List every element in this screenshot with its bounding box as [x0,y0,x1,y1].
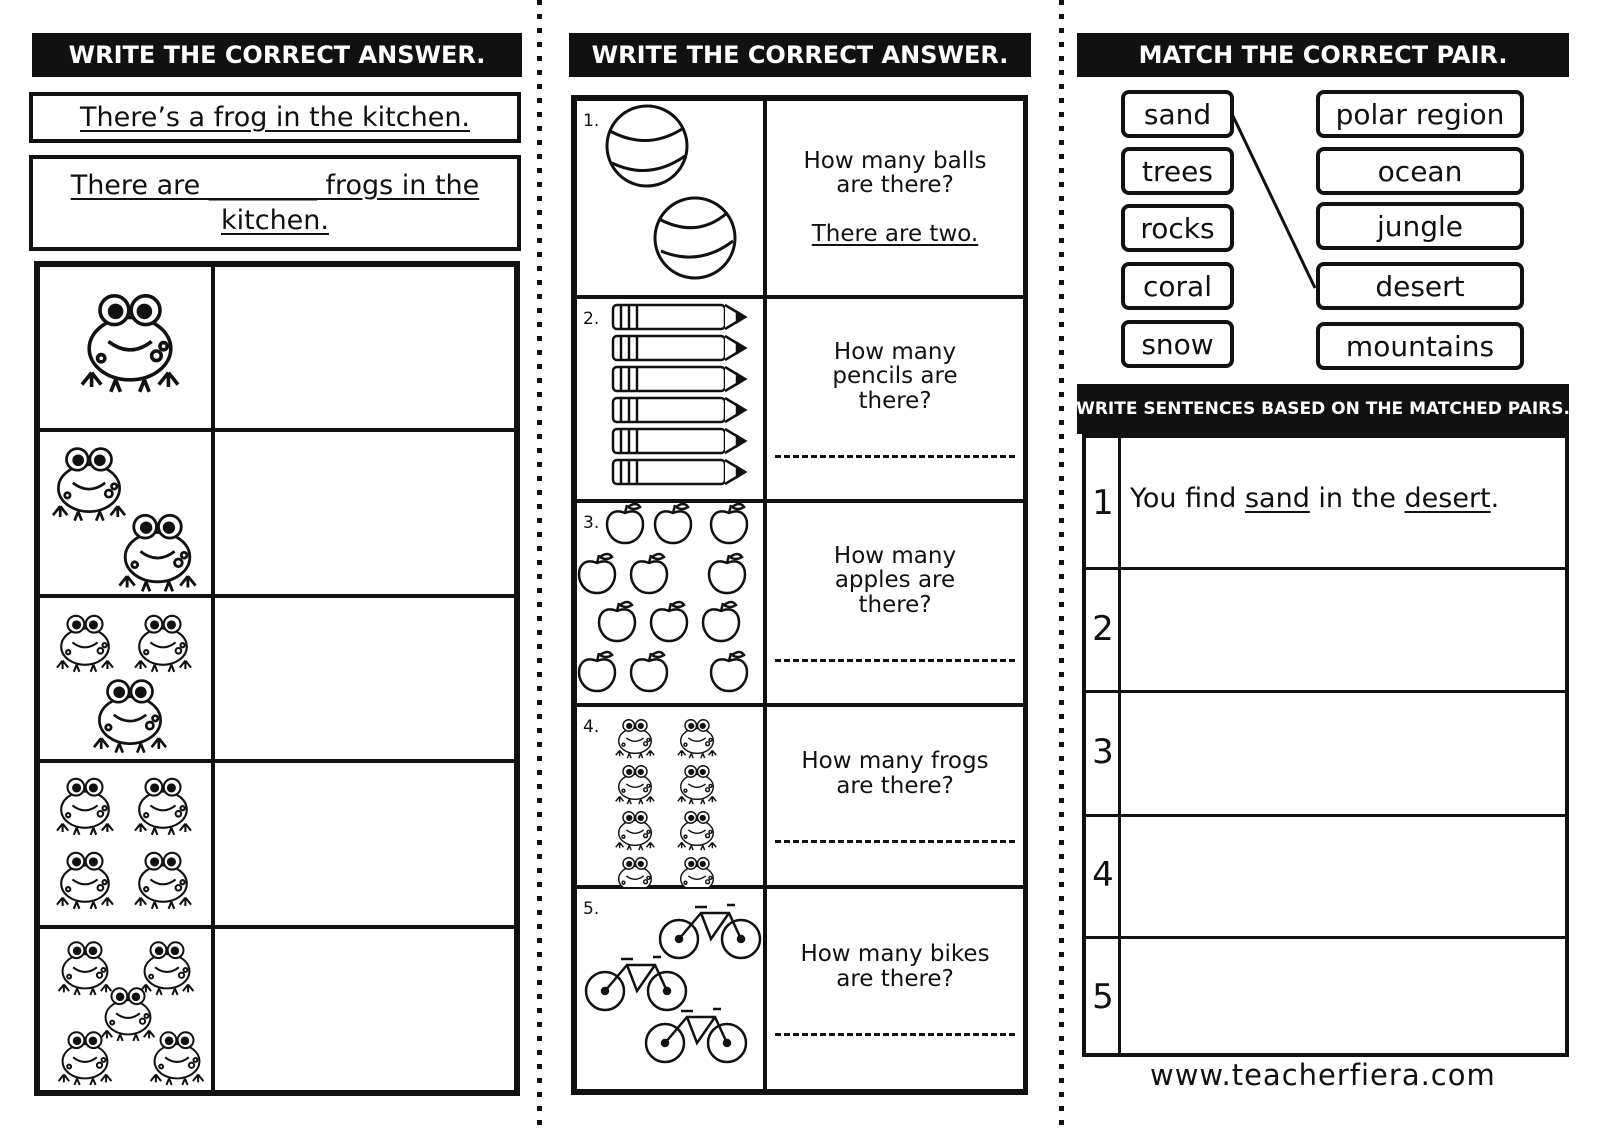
example-sentence-row [1130,483,1499,514]
word-sand[interactable]: sand [1121,90,1234,138]
frog-icon [128,843,198,917]
word-jungle[interactable]: jungle [1316,202,1524,250]
sentence-answer-area[interactable] [1122,939,1565,1055]
frog-icon [673,759,721,811]
apple-icon [703,602,739,641]
sentence-number: 4 [1092,855,1114,895]
pencil-icon [613,336,745,360]
frog-icon [673,713,721,761]
word-ocean[interactable]: ocean [1316,147,1524,195]
question-cell[interactable] [765,99,1025,297]
apples-picture [577,503,763,699]
frog-icon [673,805,721,857]
frog-icon [50,769,120,843]
frog-icon [70,279,190,399]
fold-line-left [537,0,542,1131]
question-number: 4. [583,717,600,737]
sentence-answer-area[interactable] [1122,817,1565,933]
question-text: How many bikes are there? [800,941,990,992]
example-answer: There are two. [811,221,979,248]
apple-icon [599,602,635,641]
apple-icon [709,554,745,593]
sentences-header [1077,384,1569,434]
question-cell[interactable] [765,887,1025,1091]
question-text: How many pencils are there? [832,339,958,414]
frog-icon [50,843,120,917]
underlined-word: desert [1404,483,1491,514]
sentences-header-text: WRITE SENTENCES BASED ON THE MATCHED PAIRS. [1076,399,1570,419]
apples-picture-cell [575,501,765,705]
question-number: 2. [583,309,600,329]
frog-picture-cell [38,596,213,761]
word-snow[interactable]: snow [1121,320,1234,368]
frog-icon [128,606,198,676]
question-number: 1. [583,111,600,131]
frog-icon [673,713,721,765]
answer-cell[interactable] [213,927,516,1092]
frog-icon [611,805,659,857]
frog-icon [110,502,205,597]
answer-cell[interactable] [213,430,516,595]
sentence-number: 3 [1092,732,1114,772]
word-polar-region[interactable]: polar region [1316,90,1524,138]
bikes-picture-cell [575,887,765,1091]
frog-icon [52,1023,118,1089]
frog-icon [144,1023,210,1093]
frog-picture-cell [38,430,213,595]
apple-icon [631,554,667,593]
panel1-header [32,33,522,77]
frog-icon [50,606,120,676]
word-rocks[interactable]: rocks [1121,204,1234,252]
answer-cell[interactable] [213,596,516,761]
frog-icon [611,713,659,761]
question-number: 3. [583,513,600,533]
ball-icon [607,106,687,186]
frog-icon [85,668,175,758]
question-text: How many balls are there? [803,147,987,198]
question-cell[interactable] [765,501,1025,705]
apple-icon [655,504,691,543]
panel2-header [569,33,1031,77]
sentences-grid [1082,434,1569,1057]
pencil-icon [613,305,745,329]
apple-icon [607,504,643,543]
answer-line[interactable] [775,659,1015,662]
panel3-header-text: MATCH THE CORRECT PAIR. [1138,41,1508,69]
pencil-icon [613,398,745,422]
panel2-header-text: WRITE THE CORRECT ANSWER. [591,41,1009,69]
frog-icon [50,843,120,913]
frog-icon [128,843,198,913]
frog-icon [611,713,659,765]
answer-line[interactable] [775,455,1015,458]
question-number: 5. [583,899,600,919]
balls-picture-cell [575,99,765,297]
bike-icon [646,1009,746,1062]
prompt-sentence-box [29,155,521,251]
sentence-number: 1 [1092,482,1114,523]
prompt-sentence: There are ________ frogs in the kitchen. [70,169,480,236]
apple-icon [579,554,615,593]
sentence-number: 2 [1092,608,1114,649]
question-cell[interactable] [765,705,1025,887]
frog-picture-cell [38,265,213,430]
frog-icon [673,805,721,853]
example-sentence-box [29,92,521,143]
pencils-picture [577,299,763,495]
answer-line[interactable] [775,1033,1015,1036]
bikes-picture [577,889,763,1085]
apple-icon [631,652,667,691]
sentence-answer-area[interactable] [1122,693,1565,811]
word-coral[interactable]: coral [1121,262,1234,310]
word-desert[interactable]: desert [1316,262,1524,310]
answer-cell[interactable] [213,265,516,430]
apple-icon [711,652,747,691]
bike-icon [660,905,760,958]
answer-line[interactable] [775,840,1015,843]
frog-icon [611,759,659,807]
question-cell[interactable] [765,297,1025,501]
frog-icon [110,502,205,601]
website-footer[interactable]: www.teacherfiera.com [1150,1058,1496,1092]
frog-picture-cell [38,761,213,926]
sentence-part: . [1490,483,1500,514]
match-line [1230,110,1320,300]
pencil-icon [613,460,745,484]
frog-icon [611,805,659,853]
apple-icon [579,652,615,691]
frog-icon [611,759,659,811]
frog-icon [144,1023,210,1089]
pencil-icon [613,429,745,453]
sentence-answer-area[interactable] [1122,570,1565,688]
frog-icon [70,279,190,403]
pencils-picture-cell [575,297,765,501]
apple-icon [651,602,687,641]
ball-icon [655,198,735,278]
frog-icon [50,769,120,839]
sentence-part: You find [1130,483,1245,514]
fold-line-right [1059,0,1064,1131]
example-sentence: There’s a frog in the kitchen. [79,101,471,133]
word-mountains[interactable]: mountains [1316,322,1524,370]
frog-icon [128,769,198,839]
balls-picture [577,101,763,291]
frogs-picture-cell [575,705,765,887]
question-text: How many frogs are there? [801,748,989,799]
answer-cell[interactable] [213,761,516,926]
sentence-number: 5 [1092,976,1114,1017]
frog-icon [673,759,721,807]
panel3-header [1077,33,1569,77]
question-text: How many apples are there? [833,543,957,618]
counting-grid [571,95,1028,1095]
apple-icon [711,504,747,543]
frog-answer-grid [34,261,520,1096]
bike-icon [586,957,686,1010]
pencil-icon [613,367,745,391]
frog-picture-cell [38,927,213,1092]
frog-icon [52,1023,118,1093]
frog-icon [128,769,198,843]
underlined-word: sand [1244,483,1310,514]
panel1-header-text: WRITE THE CORRECT ANSWER. [68,41,486,69]
word-trees[interactable]: trees [1121,147,1234,195]
frog-icon [85,668,175,762]
sentence-part: in the [1309,483,1405,514]
